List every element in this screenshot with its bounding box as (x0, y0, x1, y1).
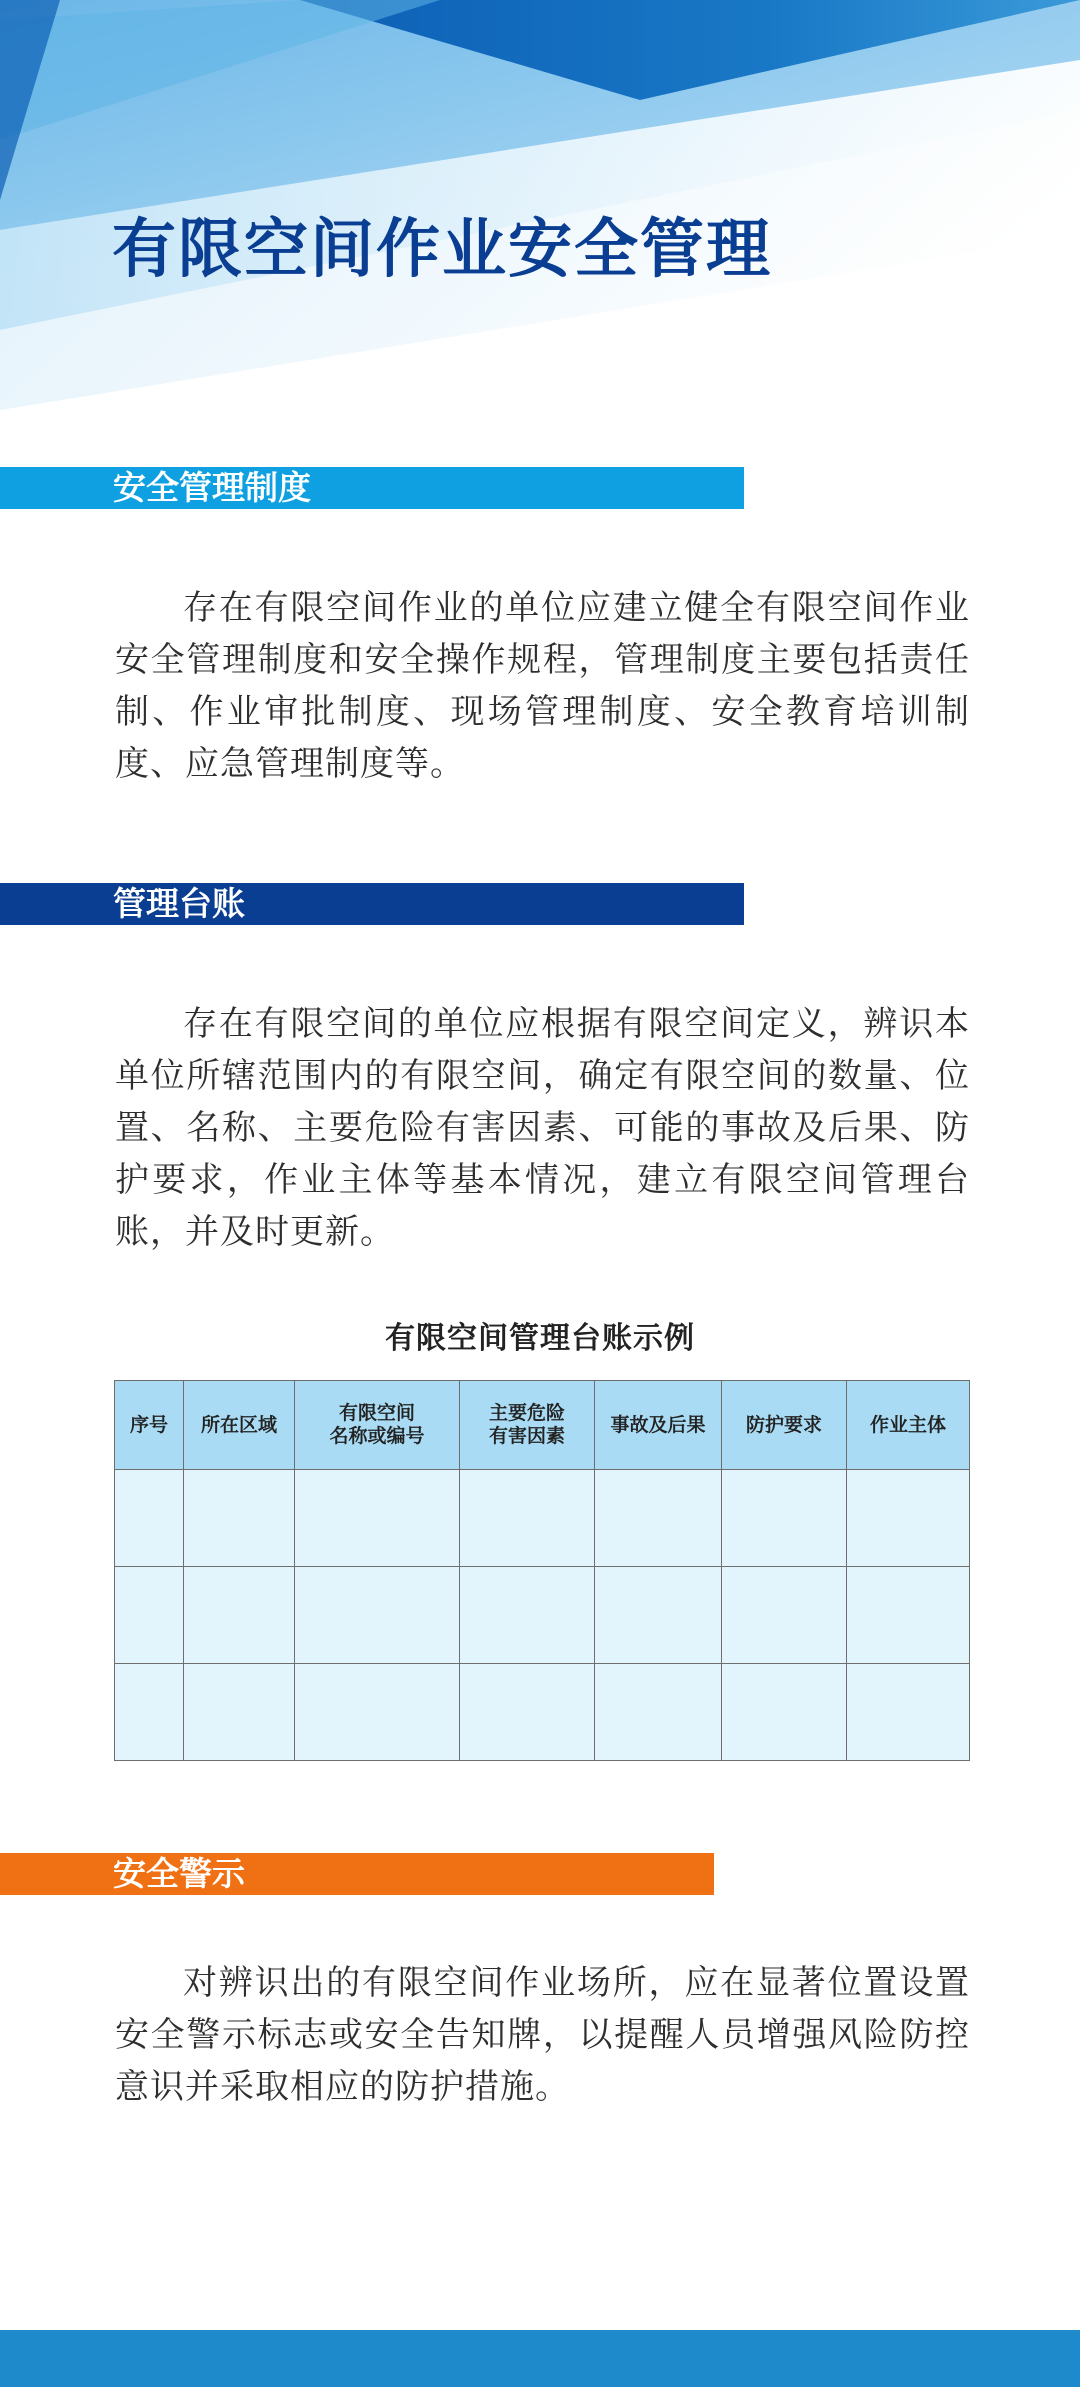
table-cell (595, 1470, 722, 1567)
table-cell (847, 1664, 970, 1761)
table-cell (847, 1567, 970, 1664)
section-heading-warning: 安全警示 (0, 1853, 714, 1895)
section-body-safety-system: 存在有限空间作业的单位应建立健全有限空间作业安全管理制度和安全操作规程，管理制度主要包括责任制、作业审批制度、现场管理制度、安全教育培训制度、应急管理制度等。 (115, 588, 970, 784)
header-banner (0, 0, 1080, 420)
table-caption: 有限空间管理台账示例 (385, 1321, 695, 1356)
section-heading-ledger: 管理台账 (0, 883, 744, 925)
table-row (115, 1664, 970, 1761)
table-cell (184, 1470, 295, 1567)
table-row (115, 1567, 970, 1664)
table-cell (115, 1664, 184, 1761)
table-cell (115, 1470, 184, 1567)
table-header-row (115, 1381, 970, 1470)
ledger-table (114, 1380, 970, 1761)
table-cell (184, 1567, 295, 1664)
table-cell (595, 1567, 722, 1664)
table-cell (595, 1664, 722, 1761)
column-header-accidents: 事故及后果 (595, 1381, 722, 1470)
table-cell (295, 1470, 460, 1567)
section-heading-safety-system: 安全管理制度 (0, 467, 744, 509)
table-cell (847, 1470, 970, 1567)
column-header-protection: 防护要求 (722, 1381, 847, 1470)
table-cell (295, 1567, 460, 1664)
table-cell (460, 1470, 595, 1567)
table-cell (722, 1664, 847, 1761)
table-cell (722, 1470, 847, 1567)
table-cell (295, 1664, 460, 1761)
column-header-serial: 序号 (115, 1381, 184, 1470)
column-header-space-name: 有限空间 名称或编号 (295, 1381, 460, 1470)
table-cell (115, 1567, 184, 1664)
table-row (115, 1470, 970, 1567)
page-title: 有限空间作业安全管理 (112, 213, 772, 287)
footer-bar (0, 2330, 1080, 2387)
table-cell (722, 1567, 847, 1664)
column-header-hazards: 主要危险 有害因素 (460, 1381, 595, 1470)
column-header-area: 所在区域 (184, 1381, 295, 1470)
section-body-ledger: 存在有限空间的单位应根据有限空间定义，辨识本单位所辖范围内的有限空间，确定有限空间的数量、位置、名称、主要危险有害因素、可能的事故及后果、防护要求，作业主体等基本情况，建立有限空间管理台账，并及时更新。 (115, 1004, 970, 1252)
column-header-operator: 作业主体 (847, 1381, 970, 1470)
banner-graphic (0, 0, 1080, 420)
table-cell (184, 1664, 295, 1761)
section-body-warning: 对辨识出的有限空间作业场所，应在显著位置设置安全警示标志或安全告知牌，以提醒人员增强风险防控意识并采取相应的防护措施。 (115, 1963, 970, 2107)
table-cell (460, 1664, 595, 1761)
table-cell (460, 1567, 595, 1664)
